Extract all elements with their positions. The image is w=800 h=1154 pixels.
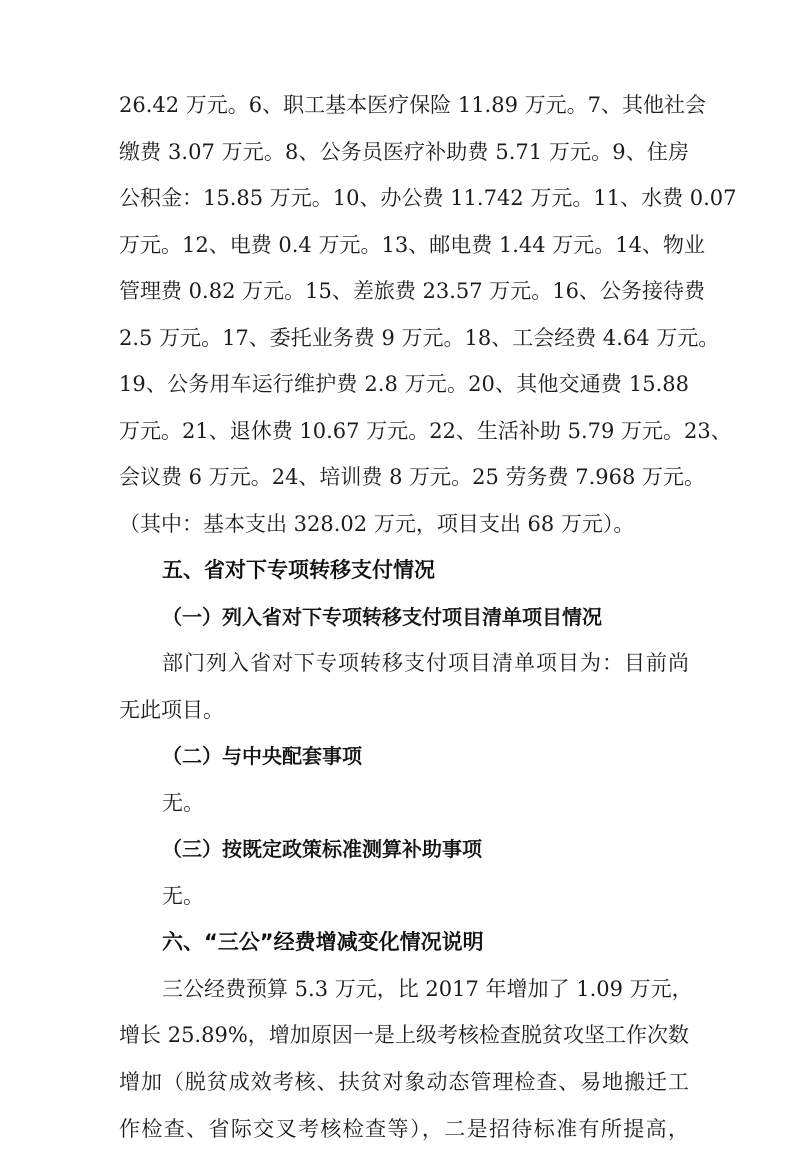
- body-line: 管理费 0.82 万元。15、差旅费 23.57 万元。16、公务接待费: [119, 279, 706, 303]
- body-line: 无。: [162, 884, 204, 908]
- section-heading-5: 五、省对下专项转移支付情况: [162, 558, 435, 582]
- body-line: 缴费 3.07 万元。8、公务员医疗补助费 5.71 万元。9、住房: [119, 140, 689, 164]
- body-line: 万元。21、退休费 10.67 万元。22、生活补助 5.79 万元。23、: [119, 419, 732, 443]
- subsection-heading-2: （二）与中央配套事项: [162, 744, 362, 768]
- body-line: （其中：基本支出 328.02 万元，项目支出 68 万元）。: [119, 512, 635, 536]
- body-line: 增长 25.89%，增加原因一是上级考核检查脱贫攻坚工作次数: [119, 1023, 689, 1047]
- body-line: 会议费 6 万元。24、培训费 8 万元。25 劳务费 7.968 万元。: [119, 465, 706, 489]
- body-line: 公积金：15.85 万元。10、办公费 11.742 万元。11、水费 0.07: [119, 186, 737, 210]
- body-line: 作检查、省际交叉考核检查等），二是招待标准有所提高，: [119, 1117, 689, 1141]
- body-line: 部门列入省对下专项转移支付项目清单项目为：目前尚: [162, 651, 689, 675]
- body-line: 万元。12、电费 0.4 万元。13、邮电费 1.44 万元。14、物业: [119, 233, 706, 257]
- body-line: 19、公务用车运行维护费 2.8 万元。20、其他交通费 15.88: [119, 372, 689, 396]
- body-line: 2.5 万元。17、委托业务费 9 万元。18、工会经费 4.64 万元。: [119, 326, 720, 350]
- subsection-heading-1: （一）列入省对下专项转移支付项目清单项目情况: [162, 605, 602, 629]
- body-line: 26.42 万元。6、职工基本医疗保险 11.89 万元。7、其他社会: [119, 93, 706, 117]
- section-heading-6: 六、“三公”经费增减变化情况说明: [162, 930, 484, 954]
- body-line: 无。: [162, 791, 204, 815]
- subsection-heading-3: （三）按既定政策标准测算补助事项: [162, 837, 482, 861]
- body-line: 增加（脱贫成效考核、扶贫对象动态管理检查、易地搬迁工: [119, 1070, 689, 1094]
- body-line: 无此项目。: [119, 698, 224, 722]
- body-line: 三公经费预算 5.3 万元，比 2017 年增加了 1.09 万元，: [162, 977, 693, 1001]
